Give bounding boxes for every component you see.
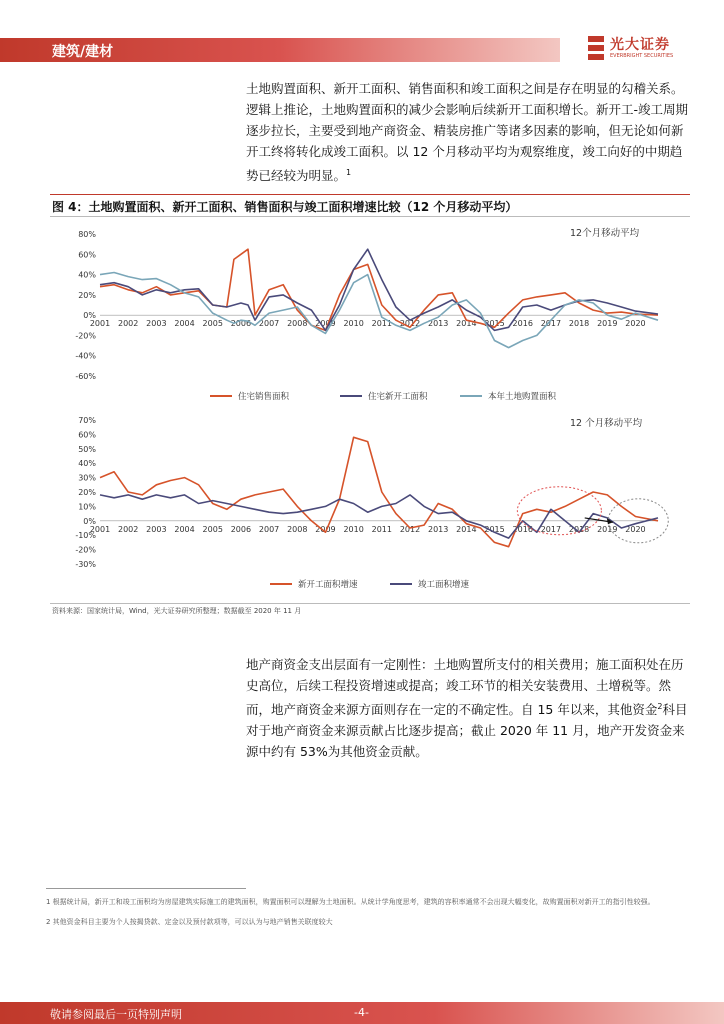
chart-bottom-svg: [50, 412, 690, 602]
y-tick-label: -20%: [75, 331, 96, 341]
x-tick-label: 2010: [343, 524, 364, 534]
footnote-ref-2: 2: [657, 702, 663, 711]
legend-label: 本年土地购置面积: [488, 392, 557, 402]
chart-inner-title: 12个月移动平均: [570, 228, 640, 239]
x-tick-label: 2007: [258, 524, 280, 534]
x-tick-label: 2011: [371, 524, 392, 534]
y-tick-label: 40%: [78, 459, 96, 469]
footnote-2: 2 其他资金科目主要为个人按揭贷款、定金以及预付款项等，可以认为与地产销售关联度较大: [46, 918, 333, 926]
x-tick-label: 2013: [428, 524, 449, 534]
x-tick-label: 2015: [484, 319, 505, 329]
legend-label: 竣工面积增速: [418, 580, 470, 590]
legend-label: 住宅新开工面积: [368, 392, 428, 402]
y-tick-label: 70%: [78, 416, 96, 425]
y-tick-label: 30%: [78, 473, 96, 483]
paragraph-2: 地产商资金支出层面有一定刚性：土地购置所支付的相关费用；施工面积处在历史高位，后续工程投资增速或提高；竣工环节的相关安装费用、土增税等。然而，地产商资金来源方面则存在一定的不确定性。自 15 年以来，其他资金$^2$科目对于地产商资金来源贡献占比逐步提高；截止 2020 年 11 月，地产开发资金来源中约有 53%为其他资金贡献。: [246, 657, 688, 760]
x-tick-label: 2014: [456, 524, 477, 534]
x-tick-label: 2003: [146, 319, 167, 329]
x-tick-label: 2002: [118, 319, 139, 329]
x-tick-label: 2002: [118, 524, 139, 534]
legend-label: 新开工面积增速: [298, 580, 358, 590]
figure-top-rule: [50, 194, 690, 195]
section-title: 建筑/建材: [52, 44, 114, 60]
x-tick-label: 2006: [230, 524, 252, 534]
page-number: -4-: [354, 1006, 369, 1019]
x-tick-label: 2005: [202, 319, 223, 329]
figure-title-rule: [50, 216, 690, 217]
brand-name-en: EVERBRIGHT SECURITIES: [610, 53, 674, 59]
x-tick-label: 2014: [456, 319, 477, 329]
y-tick-label: -40%: [75, 351, 96, 361]
x-tick-label: 2020: [625, 524, 646, 534]
x-tick-label: 2020: [625, 319, 646, 329]
x-tick-label: 2009: [315, 524, 336, 534]
page-footer: [0, 1002, 724, 1024]
x-tick-label: 2016: [512, 524, 533, 534]
figure-bottom-rule: [50, 603, 690, 604]
y-tick-label: 80%: [78, 230, 96, 239]
brand-logo-icon: [588, 36, 604, 60]
y-tick-label: 40%: [78, 270, 96, 280]
y-tick-label: 0%: [83, 311, 96, 321]
x-tick-label: 2004: [174, 319, 195, 329]
x-tick-label: 2007: [258, 319, 280, 329]
x-tick-label: 2008: [287, 319, 308, 329]
x-tick-label: 2001: [89, 524, 111, 534]
chart-top-svg: [50, 222, 690, 410]
y-tick-label: -60%: [75, 372, 96, 381]
disclaimer-link[interactable]: 敬请参阅最后一页特别声明: [50, 1008, 182, 1021]
y-tick-label: 20%: [78, 488, 96, 497]
y-tick-label: 50%: [78, 444, 96, 454]
legend-label: 住宅销售面积: [238, 392, 290, 402]
footnote-ref-1: 1: [346, 168, 352, 177]
y-tick-label: 0%: [83, 516, 96, 526]
header-bar: [0, 38, 560, 62]
x-tick-label: 2012: [399, 319, 421, 329]
footnote-rule: [46, 888, 246, 889]
x-tick-label: 2018: [568, 524, 590, 534]
footnotes: [46, 896, 696, 928]
chart-bottom: [50, 412, 690, 602]
x-tick-label: 2013: [428, 319, 449, 329]
x-tick-label: 2015: [484, 524, 505, 534]
figure-title: 图 4：土地购置面积、新开工面积、销售面积与竣工面积增速比较（12 个月移动平均）: [52, 200, 518, 214]
y-tick-label: -30%: [75, 560, 96, 569]
x-tick-label: 2019: [597, 319, 618, 329]
x-tick-label: 2018: [568, 319, 590, 329]
brand-name: 光大证券: [610, 37, 670, 53]
chart-inner-title: 12 个月移动平均: [570, 418, 643, 429]
figure-source: 资料来源：国家统计局，Wind，光大证券研究所整理；数据截至 2020 年 11 月: [52, 607, 302, 615]
footnote-1: 1 根据统计局，新开工和竣工面积均为房屋建筑实际施工的建筑面积，购置面积可以理解为土地面积。从统计学角度思考，建筑的容积率通常不会出现大幅变化，故购置面积对新开工的指引性较强。: [46, 898, 655, 906]
series-line: [100, 273, 658, 348]
x-tick-label: 2005: [202, 524, 223, 534]
x-tick-label: 2001: [89, 319, 111, 329]
y-tick-label: -20%: [75, 545, 96, 555]
brand-logo: [588, 34, 698, 64]
x-tick-label: 2011: [371, 319, 392, 329]
x-tick-label: 2006: [230, 319, 252, 329]
paragraph-1: 土地购置面积、新开工面积、销售面积和竣工面积之间是存在明显的勾稽关系。逻辑上推论，土地购置面积的减少会影响后续新开工面积增长。新开工-竣工周期逐步拉长，主要受到地产商资金、精装房推广等诸多因素的影响，但无论如何新开工终将转化成竣工面积。以 12 个月移动平均为观察维度，竣工向好的中期趋势已经较为明显。$^1$: [246, 81, 689, 184]
x-tick-label: 2009: [315, 319, 336, 329]
x-tick-label: 2017: [540, 524, 562, 534]
y-tick-label: 10%: [78, 502, 96, 512]
x-tick-label: 2004: [174, 524, 195, 534]
y-tick-label: 20%: [78, 290, 96, 300]
x-tick-label: 2012: [399, 524, 421, 534]
x-tick-label: 2008: [287, 524, 308, 534]
y-tick-label: 60%: [78, 430, 96, 440]
y-tick-label: 60%: [78, 250, 96, 260]
x-tick-label: 2017: [540, 319, 562, 329]
y-tick-label: -10%: [75, 531, 96, 541]
x-tick-label: 2010: [343, 319, 364, 329]
page-header: [0, 38, 724, 62]
chart-top: [50, 222, 690, 410]
x-tick-label: 2019: [597, 524, 618, 534]
x-tick-label: 2016: [512, 319, 533, 329]
x-tick-label: 2003: [146, 524, 167, 534]
